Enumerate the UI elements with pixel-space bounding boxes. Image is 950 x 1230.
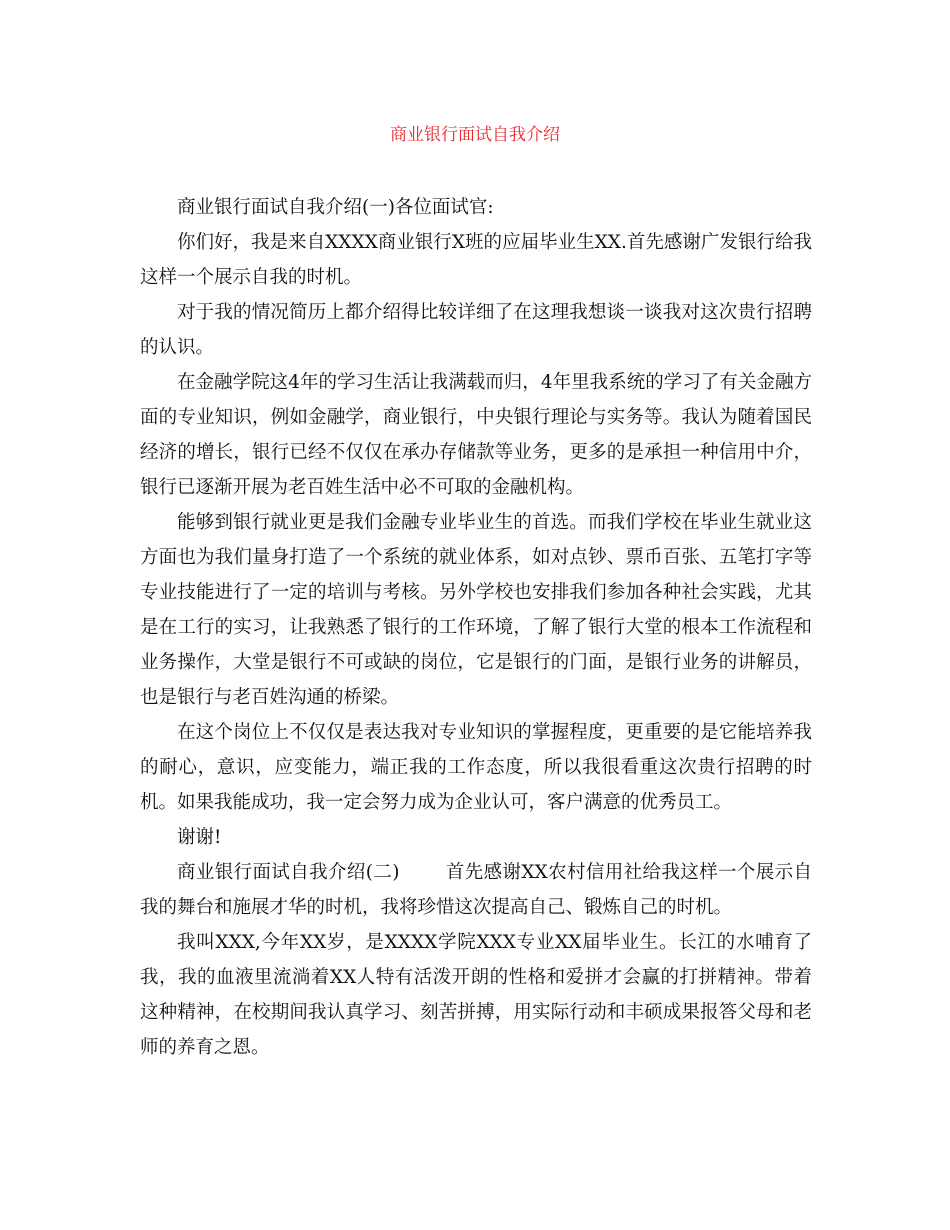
paragraph: 对于我的情况简历上都介绍得比较详细了在这理我想谈一谈我对这次贵行招聘的认识。 (140, 302, 812, 358)
paragraph: 谢谢! (177, 827, 222, 848)
document-title: 商业银行面试自我介绍 (390, 125, 560, 145)
paragraph: 商业银行面试自我介绍(一)各位面试官: (177, 197, 494, 218)
paragraph: 在这个岗位上不仅仅是表达我对专业知识的掌握程度，更重要的是它能培养我的耐心，意识，应变能力，端正我的工作态度，所以我很看重这次贵行招聘的时机。如果我能成功，我一定会努力成为企业认可，客户满意的优秀员工。 (140, 722, 812, 813)
paragraph-part2 (140, 855, 812, 925)
paragraph: 你们好，我是来自XXXX商业银行X班的应届毕业生XX.首先感谢广发银行给我这样一个展示自我的时机。 (140, 232, 812, 288)
paragraph: 能够到银行就业更是我们金融专业毕业生的首选。而我们学校在毕业生就业这方面也为我们量身打造了一个系统的就业体系，如对点钞、票币百张、五笔打字等专业技能进行了一定的培训与考核。另外学校也安排我们参加各种社会实践，尤其是在工行的实习，让我熟悉了银行的工作环境，了解了银行大堂的根本工作流程和业务操作，大堂是银行不可或缺的岗位，它是银行的门面，是银行业务的讲解员，也是银行与老百姓沟通的桥梁。 (140, 512, 812, 708)
part2-heading: 商业银行面试自我介绍(二) (177, 862, 400, 883)
part2-body: 首先感谢XX农村信用社给我这样一个展示自我的舞台和施展才华的时机，我将珍惜这次提高自己、锻炼自己的时机。 (140, 862, 813, 918)
paragraph: 我叫XXX,今年XX岁，是XXXX学院XXX专业XX届毕业生。长江的水哺育了我，我的血液里流淌着XX人特有活泼开朗的性格和爱拼才会赢的打拼精神。带着这种精神，在校期间我认真学习、刻苦拼搏，用实际行动和丰硕成果报答父母和老师的养育之恩。 (140, 932, 812, 1058)
document-body (140, 190, 812, 1065)
paragraph: 在金融学院这4年的学习生活让我满载而归，4年里我系统的学习了有关金融方面的专业知识，例如金融学，商业银行，中央银行理论与实务等。我认为随着国民经济的增长，银行已经不仅仅在承办存储款等业务，更多的是承担一种信用中介，银行已逐渐开展为老百姓生活中必不可取的金融机构。 (140, 372, 812, 498)
